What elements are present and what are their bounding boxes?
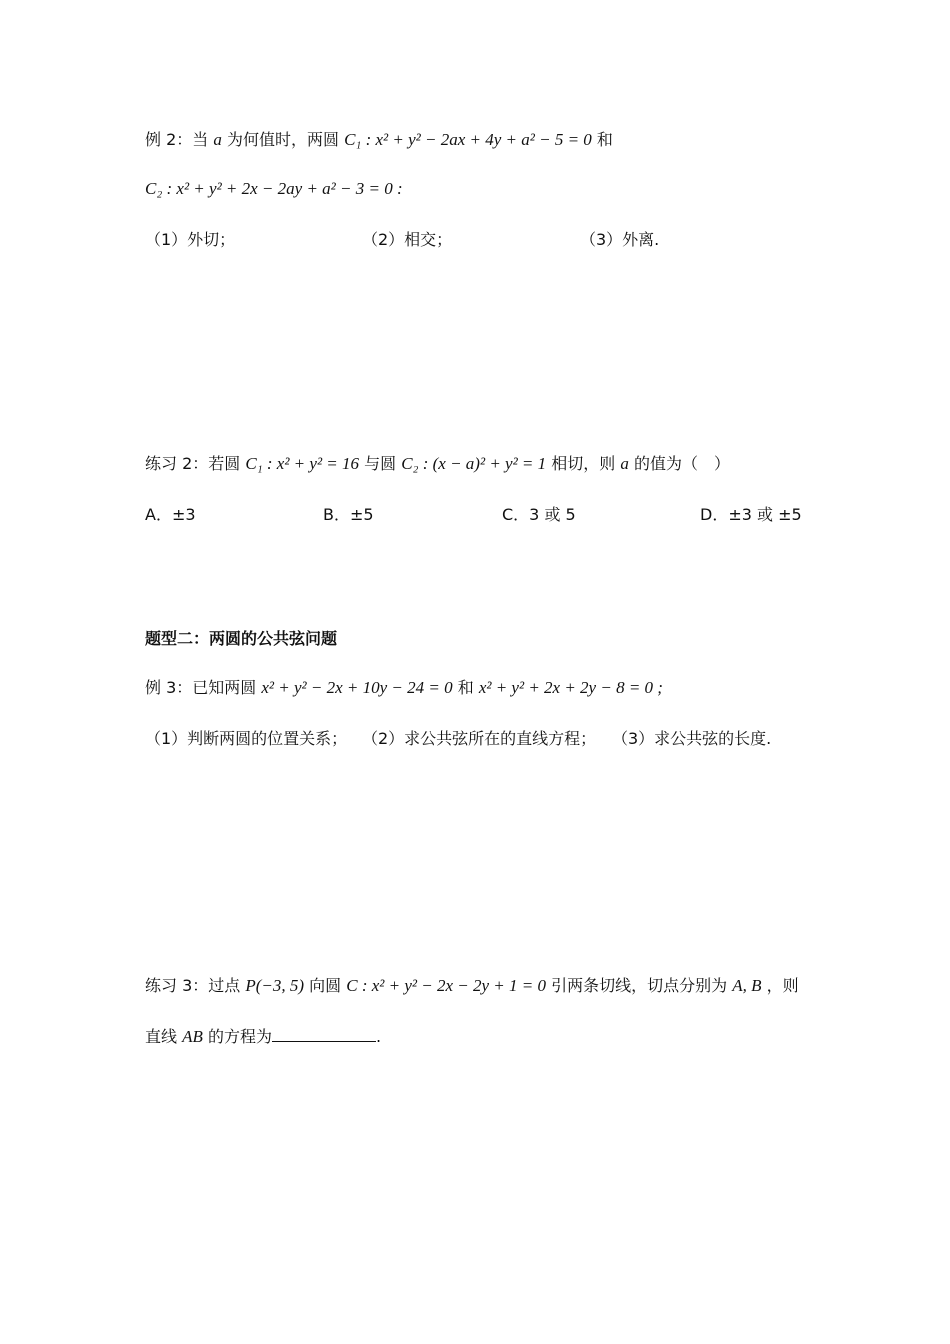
practice3-point-p: P(−3, 5) [245, 976, 305, 995]
practice2-option-a: A．±3 [145, 505, 196, 524]
practice2-suffix2: 的值为（ ） [633, 454, 730, 473]
practice2-question [145, 452, 730, 476]
practice3-mid: 向圆 [309, 976, 342, 995]
practice3-suffix: ，则 [766, 976, 799, 995]
practice2-mid: 与圆 [364, 454, 397, 473]
example3-part2: （2）求公共弦所在的直线方程； [362, 729, 597, 748]
example3-part3: （3）求公共弦的长度. [612, 729, 772, 748]
example3-line1 [145, 676, 663, 700]
practice2-circle-c1: C₁ : x² + y² = 16 [245, 454, 360, 473]
example2-part2: （2）相交； [362, 230, 453, 249]
practice3-line-ab: AB [182, 1027, 203, 1046]
example3-prefix: 例 3：已知两圆 [145, 678, 257, 697]
example2-var-a: a [213, 130, 222, 149]
practice3-circle-c: C : x² + y² − 2x − 2y + 1 = 0 [346, 976, 546, 995]
example3-circle2: x² + y² + 2x + 2y − 8 = 0 ; [478, 678, 663, 697]
answer-blank[interactable] [272, 1027, 376, 1042]
practice3-prefix: 练习 3：过点 [145, 976, 241, 995]
practice2-prefix: 练习 2：若圆 [145, 454, 241, 473]
practice3-line2-prefix: 直线 [145, 1027, 178, 1046]
practice3-line2 [145, 1025, 381, 1049]
practice3-line2-suffix: 的方程为 [207, 1027, 272, 1046]
practice3-mid2: 引两条切线，切点分别为 [551, 976, 728, 995]
section2-title: 题型二：两圆的公共弦问题 [145, 629, 338, 648]
practice2-var-a: a [620, 454, 629, 473]
example3-mid: 和 [457, 678, 474, 697]
example2-part3: （3）外离. [580, 230, 660, 249]
practice2-suffix1: 相切，则 [551, 454, 616, 473]
practice3-line1 [145, 974, 799, 998]
practice2-option-b: B．±5 [323, 505, 374, 524]
example3-part1: （1）判断两圆的位置关系； [145, 729, 348, 748]
practice2-option-d: D．±3 或 ±5 [700, 505, 802, 524]
example2-circle-c1: C₁ : x² + y² − 2ax + 4y + a² − 5 = 0 [344, 130, 592, 149]
example2-mid: 为何值时，两圆 [226, 130, 339, 149]
example2-circle-c2: C₂ : x² + y² + 2x − 2ay + a² − 3 = 0 : [145, 179, 403, 198]
example2-suffix: 和 [596, 130, 613, 149]
example2-line2 [145, 177, 403, 201]
example3-circle1: x² + y² − 2x + 10y − 24 = 0 [261, 678, 453, 697]
practice3-line2-end: . [376, 1027, 382, 1046]
example2-part1: （1）外切； [145, 230, 236, 249]
example2-line1 [145, 128, 613, 152]
example2-prefix: 例 2：当 [145, 130, 209, 149]
practice3-points-ab: A, B [732, 976, 762, 995]
practice2-option-c: C．3 或 5 [502, 505, 576, 524]
practice2-circle-c2: C₂ : (x − a)² + y² = 1 [401, 454, 547, 473]
